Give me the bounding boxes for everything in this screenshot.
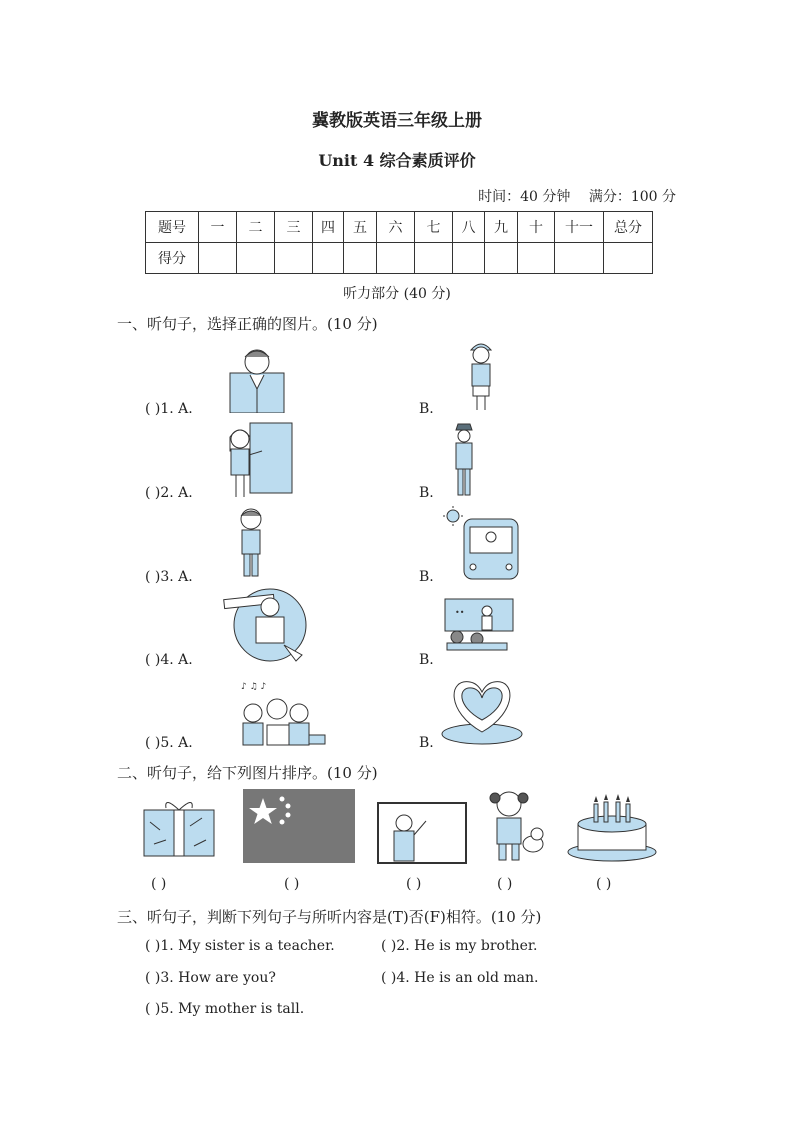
- score-input-cell[interactable]: [313, 243, 344, 274]
- time-limit: 时间：40 分钟: [478, 189, 571, 205]
- score-input-cell[interactable]: [604, 243, 653, 274]
- heart-cake-image: [440, 672, 524, 746]
- score-cell: 一: [199, 212, 237, 243]
- score-cell: 九: [485, 212, 518, 243]
- worker-image: [222, 587, 310, 665]
- bus-driver-image: [440, 505, 522, 583]
- score-input-cell[interactable]: [237, 243, 275, 274]
- score-input-cell[interactable]: [275, 243, 313, 274]
- score-cell: 四: [313, 212, 344, 243]
- score-input-cell[interactable]: [199, 243, 237, 274]
- score-cell: 十一: [555, 212, 604, 243]
- tf-sentence-5: ( )5. My mother is tall.: [145, 1001, 305, 1017]
- unit-subtitle: Unit 4 综合素质评价: [318, 151, 476, 170]
- score-cell: 六: [377, 212, 415, 243]
- q2-number: ( )2. A.: [145, 485, 193, 501]
- section2-title: 二、听句子，给下列图片排序。(10 分): [117, 764, 378, 782]
- q3-number: ( )3. A.: [145, 569, 193, 585]
- old-man-image: [228, 345, 286, 413]
- birthday-party-image: [235, 677, 327, 749]
- chinese-flag-image: [243, 789, 355, 863]
- section1-title: 一、听句子，选择正确的图片。(10 分): [117, 315, 378, 333]
- order-blank-5[interactable]: ( ): [596, 876, 612, 892]
- score-input-cell[interactable]: [453, 243, 485, 274]
- birthday-cake-image: [566, 792, 658, 862]
- q1-option-b: B.: [419, 401, 434, 417]
- svg-text:♪ ♫ ♪: ♪ ♫ ♪: [241, 682, 267, 692]
- full-score: 满分：100 分: [588, 189, 676, 205]
- score-cell: 五: [344, 212, 377, 243]
- score-cell: 总分: [604, 212, 653, 243]
- teacher-waving-image: [376, 801, 468, 865]
- score-cell: 得分: [146, 243, 199, 274]
- score-cell: 题号: [146, 212, 199, 243]
- score-cell: 十: [518, 212, 555, 243]
- score-input-cell[interactable]: [377, 243, 415, 274]
- policeman-image: [450, 422, 478, 498]
- q5-number: ( )5. A.: [145, 735, 193, 751]
- q4-option-b: B.: [419, 652, 434, 668]
- order-blank-3[interactable]: ( ): [406, 876, 422, 892]
- order-blank-2[interactable]: ( ): [284, 876, 300, 892]
- classroom-image: [443, 597, 515, 651]
- score-cell: 七: [415, 212, 453, 243]
- tf-sentence-2: ( )2. He is my brother.: [381, 938, 538, 954]
- score-table-header-row: [146, 212, 653, 243]
- svg-text:••: ••: [455, 608, 465, 617]
- score-input-cell[interactable]: [415, 243, 453, 274]
- teacher-at-board-image: [226, 421, 294, 499]
- document-title: 冀教版英语三年级上册: [312, 111, 482, 131]
- score-input-cell[interactable]: [555, 243, 604, 274]
- tf-sentence-4: ( )4. He is an old man.: [381, 970, 539, 986]
- score-input-cell[interactable]: [344, 243, 377, 274]
- q5-option-b: B.: [419, 735, 434, 751]
- q2-option-b: B.: [419, 485, 434, 501]
- order-blank-4[interactable]: ( ): [497, 876, 513, 892]
- section3-title: 三、听句子，判断下列句子与所听内容是(T)否(F)相符。(10 分): [117, 908, 542, 926]
- boy-in-cap-image: [463, 340, 499, 412]
- score-table: [145, 211, 653, 274]
- score-cell: 八: [453, 212, 485, 243]
- score-cell: 三: [275, 212, 313, 243]
- score-cell: 二: [237, 212, 275, 243]
- order-blank-1[interactable]: ( ): [151, 876, 167, 892]
- score-table-score-row: [146, 243, 653, 274]
- q4-number: ( )4. A.: [145, 652, 193, 668]
- exam-meta: [464, 186, 676, 206]
- listening-header: 听力部分 (40 分): [343, 286, 451, 302]
- boy-image: [233, 506, 269, 580]
- tf-sentence-1: ( )1. My sister is a teacher.: [145, 938, 335, 954]
- q3-option-b: B.: [419, 569, 434, 585]
- q1-number: ( )1. A.: [145, 401, 193, 417]
- gift-box-image: [140, 796, 218, 860]
- girl-with-dog-image: [487, 788, 545, 864]
- score-input-cell[interactable]: [485, 243, 518, 274]
- score-input-cell[interactable]: [518, 243, 555, 274]
- tf-sentence-3: ( )3. How are you?: [145, 970, 276, 986]
